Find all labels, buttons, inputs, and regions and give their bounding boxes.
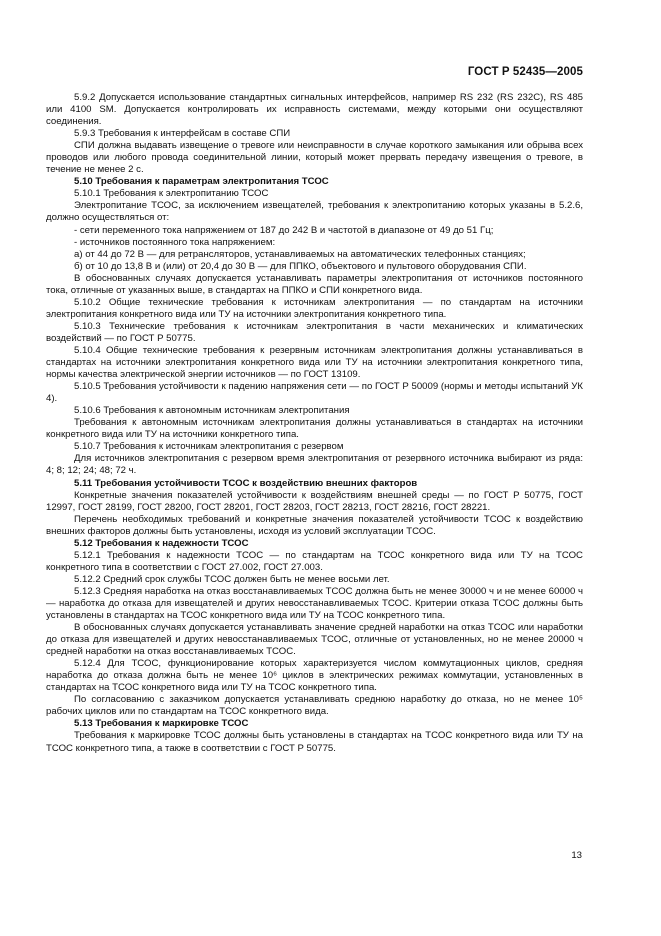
paragraph: Для источников электропитания с резервом время электропитания от резервного источника выбирают из ряда: 4; 8; 12; 24; 48; 72 ч. — [46, 453, 583, 477]
paragraph: Перечень необходимых требований и конкретные значения показателей устойчивости ТСОС к воздействию внешних факторов должны быть установлены, исходя из условий эксплуатации ТСОС. — [46, 513, 583, 537]
clause-5-12-4: 5.12.4 Для ТСОС, функционирование которых характеризуется числом коммутационных циклов, средняя наработка до отказа должна быть не менее 10⁶ циклов в электрических режимах коммутации, установленных в стандартах на ТСОС конкретного вида или ТУ на ТСОС конкретного типа. — [46, 658, 583, 694]
section-5-13-heading: 5.13 Требования к маркировке ТСОС — [74, 718, 249, 730]
clause-5-10-2: 5.10.2 Общие технические требования к источникам электропитания — по стандартам на источники электропитания конкретного вида или ТУ на источники электропитания конкретного типа. — [46, 296, 583, 320]
clause-5-12-2: 5.12.2 Средний срок службы ТСОС должен быть не менее восьми лет. — [74, 573, 390, 585]
clause-5-10-3: 5.10.3 Технические требования к источникам электропитания в части механических и климатических воздействий — по ГОСТ Р 50775. — [46, 320, 583, 344]
list-item: - источников постоянного тока напряжением: — [74, 236, 276, 248]
clause-5-10-7-title: 5.10.7 Требования к источникам электропитания с резервом — [74, 441, 344, 453]
section-5-10-heading: 5.10 Требования к параметрам электропитания ТСОС — [74, 176, 329, 188]
paragraph: Требования к маркировке ТСОС должны быть установлены в стандартах на ТСОС конкретного вида или ТУ на ТСОС конкретного типа, а также в соответствии с ГОСТ Р 50775. — [46, 730, 583, 754]
section-5-11-heading: 5.11 Требования устойчивости ТСОС к воздействию внешних факторов — [74, 477, 418, 489]
list-item: - сети переменного тока напряжением от 187 до 242 В и частотой в диапазоне от 49 до 51 Гц; — [74, 224, 494, 236]
clause-5-10-6-title: 5.10.6 Требования к автономным источникам электропитания — [74, 405, 350, 417]
clause-5-10-4: 5.10.4 Общие технические требования к резервным источникам электропитания должны устанавливаться в стандартах на источники электропитания конкретного вида или ТУ на источники электропитания конкретного типа, нормы качества электрической энергии источников — по ГОСТ 13109. — [46, 344, 583, 381]
paragraph: Конкретные значения показателей устойчивости к воздействиям внешней среды — по ГОСТ Р 50775, ГОСТ 12997, ГОСТ 28199, ГОСТ 28200, ГОСТ 28201, ГОСТ 28203, ГОСТ 28213, ГОСТ 28216, ГОСТ 28221. — [46, 489, 583, 513]
clause-5-10-1-title: 5.10.1 Требования к электропитанию ТСОС — [74, 188, 269, 200]
list-item: а) от 44 до 72 В — для ретрансляторов, устанавливаемых на автоматических телефонных станциях; — [74, 248, 526, 260]
paragraph: Требования к автономным источникам электропитания должны устанавливаться в стандартах на источники конкретного вида или ТУ на источники конкретного типа. — [46, 417, 583, 441]
paragraph: В обоснованных случаях допускается устанавливать значение средней наработки на отказ ТСОС или наработки до отказа для извещателей и других невосстанавливаемых ТСОС, отличные от установленных, но не менее 20000 ч средней наработки на отказ восстанавливаемых ТСОС. — [46, 622, 583, 658]
paragraph: По согласованию с заказчиком допускается устанавливать среднюю наработку до отказа, но не менее 10⁵ рабочих циклов или по стандартам на ТСОС конкретного вида. — [46, 694, 583, 718]
paragraph: Электропитание ТСОС, за исключением извещателей, требования к электропитанию которых указаны в 5.2.6, должно осуществляться от: — [46, 200, 583, 224]
clause-5-10-5: 5.10.5 Требования устойчивости к падению напряжения сети — по ГОСТ Р 50009 (нормы и методы испытаний УК 4). — [46, 381, 583, 405]
document-id-header: ГОСТ Р 52435—2005 — [467, 66, 583, 78]
clause-5-9-2: 5.9.2 Допускается использование стандартных сигнальных интерфейсов, например RS 232 (RS 232C), RS 485 или 4100 SM. Допускается контролировать их исправность системами, между которыми они осуществляют соединения. — [46, 92, 583, 128]
document-body — [46, 92, 583, 755]
clause-5-9-3-title: 5.9.3 Требования к интерфейсам в составе СПИ — [74, 128, 291, 140]
list-item: б) от 10 до 13,8 В и (или) от 20,4 до 30 В — для ППКО, объектового и пультового оборудования СПИ. — [74, 260, 527, 272]
clause-5-12-1: 5.12.1 Требования к надежности ТСОС — по стандартам на ТСОС конкретного вида или ТУ на ТСОС конкретного типа в соответствии с ГОСТ 27.002, ГОСТ 27.003. — [46, 549, 583, 573]
paragraph: СПИ должна выдавать извещение о тревоге или неисправности в случае короткого замыкания или обрыва всех проводов или любого провода соединительной линии, который может прервать передачу извещения о тревоге, в течение не менее 2 с. — [46, 140, 583, 176]
clause-5-12-3: 5.12.3 Средняя наработка на отказ восстанавливаемых ТСОС должна быть не менее 30000 ч и не менее 60000 ч — наработка до отказа для извещателей и других невосстанавливаемых ТСОС. Критерии отказа ТСОС должны быть установлены в стандартах на ТСОС конкретного вида или ТУ на ТСОС конкретного типа. — [46, 585, 583, 622]
page-number: 13 — [571, 850, 582, 861]
paragraph: В обоснованных случаях допускается устанавливать параметры электропитания от источников постоянного тока, отличные от указанных выше, в стандартах на ППКО и СПИ конкретного вида. — [46, 272, 583, 296]
section-5-12-heading: 5.12 Требования к надежности ТСОС — [74, 537, 249, 549]
